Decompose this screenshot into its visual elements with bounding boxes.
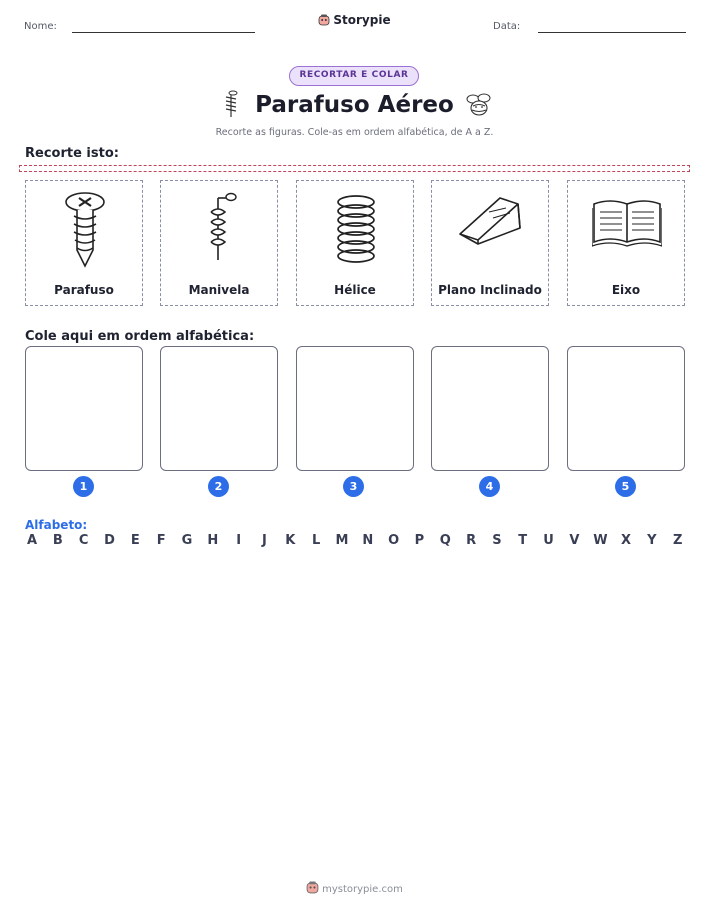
page-title: Parafuso Aéreo: [255, 92, 454, 118]
alphabet-letter: F: [156, 533, 166, 548]
alphabet-letter: U: [543, 533, 554, 548]
alphabet-letter: B: [52, 533, 63, 548]
alphabet-letter: O: [388, 533, 400, 548]
alphabet-letter: W: [593, 533, 608, 548]
alphabet-letter: X: [621, 533, 632, 548]
screw-icon: [50, 188, 120, 278]
alphabet-letter: Y: [647, 533, 657, 548]
card-label: Hélice: [334, 283, 376, 297]
alphabet-letter: M: [335, 533, 349, 548]
cut-card-parafuso[interactable]: [25, 180, 143, 306]
wedge-icon: [456, 188, 526, 278]
slot-number-5: 5: [615, 476, 636, 497]
paste-slot-5[interactable]: [567, 346, 685, 471]
storypie-mascot-icon: [318, 14, 330, 26]
cut-card-helice[interactable]: [296, 180, 414, 306]
alphabet-letter: S: [492, 533, 502, 548]
cut-card-manivela[interactable]: [160, 180, 278, 306]
alphabet-letter: N: [362, 533, 374, 548]
paste-slot-3[interactable]: [296, 346, 414, 471]
slot-number-2: 2: [208, 476, 229, 497]
alphabet-letter: L: [311, 533, 321, 548]
alphabet-letter: A: [26, 533, 38, 548]
cut-card-plano-inclinado[interactable]: [431, 180, 549, 306]
paste-slot-1[interactable]: [25, 346, 143, 471]
card-label: Plano Inclinado: [438, 283, 542, 297]
date-label: Data:: [493, 21, 521, 32]
alphabet-letter: Z: [672, 533, 683, 548]
alphabet-letter: D: [104, 533, 115, 548]
alphabet-letter: I: [236, 533, 242, 548]
name-label: Nome:: [24, 21, 57, 32]
footer: [0, 881, 709, 895]
date-field[interactable]: [538, 32, 686, 33]
alphabet-letter: K: [285, 533, 296, 548]
slot-number-3: 3: [343, 476, 364, 497]
cut-line: [19, 165, 690, 172]
card-label: Manivela: [188, 283, 250, 297]
alphabet-letter: V: [569, 533, 580, 548]
brand-logo: [0, 13, 709, 27]
alphabet-letter: P: [414, 533, 425, 548]
card-label: Parafuso: [54, 283, 114, 297]
slot-number-4: 4: [479, 476, 500, 497]
brand-name: Storypie: [333, 13, 391, 27]
activity-badge: RECORTAR E COLAR: [289, 66, 419, 86]
card-label: Eixo: [611, 283, 641, 297]
storypie-mascot-icon: [306, 881, 319, 894]
footer-site[interactable]: mystorypie.com: [322, 884, 403, 895]
alphabet-letter: T: [518, 533, 528, 548]
alphabet-letter: Q: [439, 533, 451, 548]
alphabet-heading: Alfabeto:: [25, 518, 88, 532]
paste-slot-2[interactable]: [160, 346, 278, 471]
alphabet-letter: C: [78, 533, 89, 548]
book-icon: [592, 188, 662, 278]
alphabet-letter: H: [207, 533, 219, 548]
alphabet-letter: E: [130, 533, 140, 548]
name-field[interactable]: [72, 32, 255, 33]
spring-icon: [321, 188, 391, 278]
alphabet-letter: R: [466, 533, 477, 548]
cut-card-eixo[interactable]: [567, 180, 685, 306]
crank-icon: [185, 188, 255, 278]
paste-heading: Cole aqui em ordem alfabética:: [25, 329, 255, 344]
cut-heading: Recorte isto:: [25, 146, 119, 161]
alphabet-row: [25, 533, 685, 548]
bee-icon: [464, 91, 494, 119]
alphabet-letter: G: [181, 533, 193, 548]
instructions: Recorte as figuras. Cole-as em ordem alfabética, de A a Z.: [215, 127, 494, 138]
paste-slot-4[interactable]: [431, 346, 549, 471]
slot-number-1: 1: [73, 476, 94, 497]
alphabet-letter: J: [262, 533, 267, 548]
